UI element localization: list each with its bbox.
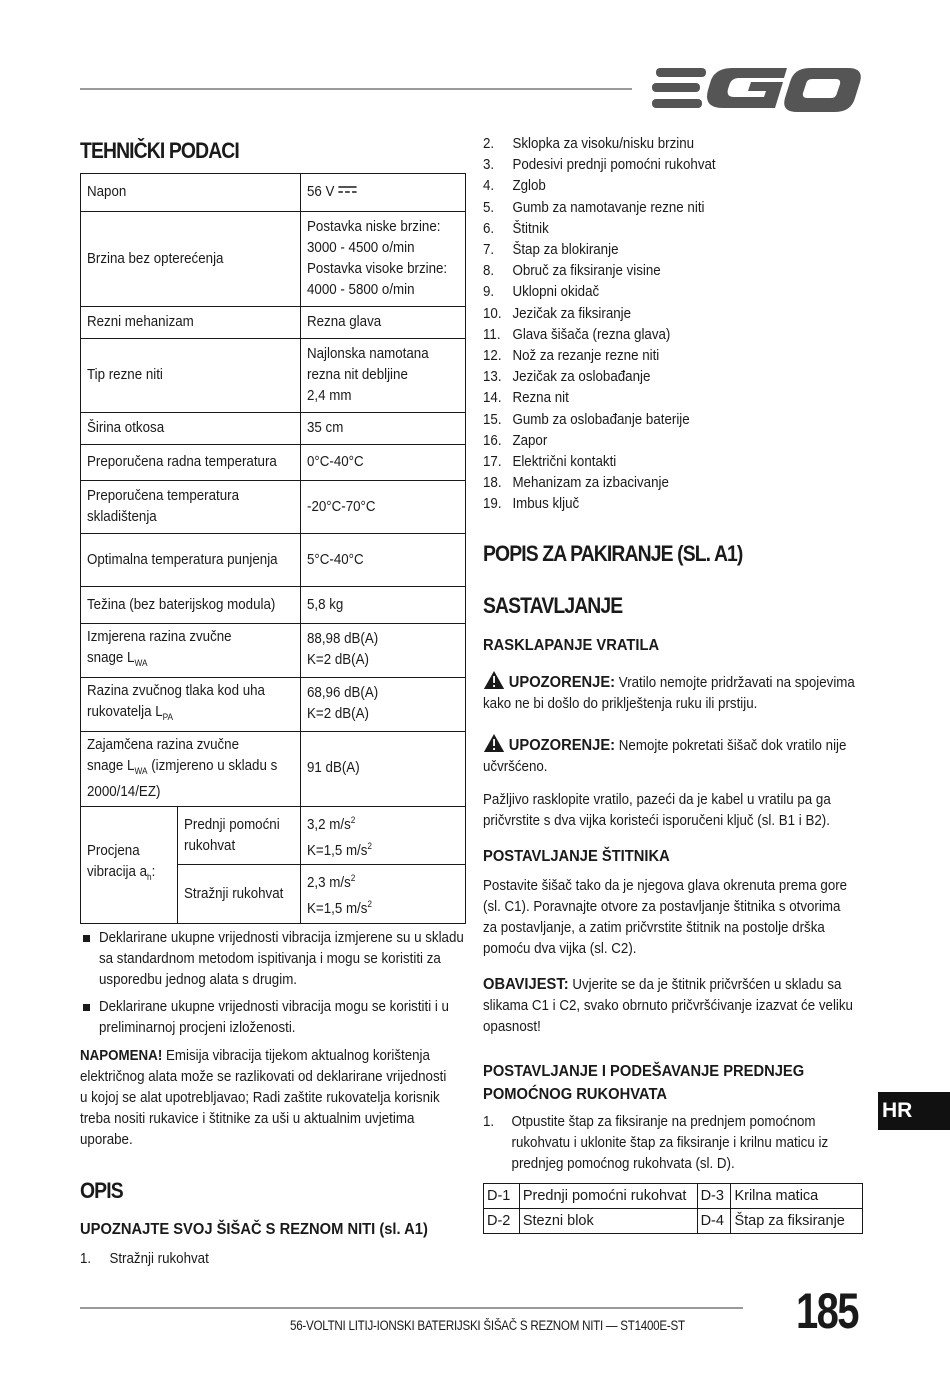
parts-list (483, 134, 736, 516)
table-cell: D-4 (697, 1209, 731, 1234)
table-cell: Prednji pomoćni rukohvat (519, 1184, 697, 1209)
spec-label: Preporučena temperatura skladištenja (81, 481, 301, 534)
upoznajte-title: UPOZNAJTE SVOJ ŠIŠAČ S REZNOM NITI (sl. A1) (80, 1221, 428, 1238)
spec-sublabel: Prednji pomoćni rukohvat (178, 806, 301, 865)
stitnik-title: POSTAVLJANJE ŠTITNIKA (483, 848, 670, 865)
spec-value: -20°C-70°C (307, 498, 376, 515)
table-cell: Štap za fiksiranje (731, 1209, 863, 1234)
list-item: 11. Glava šišača (rezna glava) (483, 326, 671, 343)
obavijest-paragraph: OBAVIJEST: Uvjerite se da je štitnik pričvršćen u skladu sa slikama C1 i C2, svako obrnuto pričvršćivanje izazvat će veliku opasnost! (483, 976, 853, 1035)
rasklapanje-title: RASKLAPANJE VRATILA (483, 637, 660, 654)
spec-label: Izmjerena razina zvučne snage $L_{WA}$ (81, 624, 301, 678)
spec-value: Postavka niske brzine: 3000 - 4500 o/min Postavka visoke brzine: 4000 - 5800 o/min (301, 212, 466, 307)
table-row (484, 1209, 863, 1234)
list-item: 16. Zapor (483, 432, 548, 449)
spec-label: Zajamčena razina zvučne snage $L_{WA}$ (izmjereno u skladu s 2000/14/EZ) (81, 731, 301, 806)
list-item: 2. Sklopka za visoku/nisku brzinu (483, 136, 695, 152)
stitnik-text: Postavite šišač tako da je njegova glava okrenuta prema gore (sl. C1). Poravnajte otvore za postavljanje štitnika s otvorima za postavljanje, a zatim pričvrstite štitnik na postolje drška pomoću dva vijka (sl. C2). (483, 878, 848, 957)
spec-value: 88,98 dB(A) K=2 dB(A) (301, 624, 466, 678)
list-item: 19. Imbus ključ (483, 496, 580, 513)
list-item: 12. Nož za rezanje rezne niti (483, 348, 660, 365)
list-item: 3. Podesivi prednji pomoćni rukohvat (483, 157, 716, 174)
popis-title: POPIS ZA PAKIRANJE (SL. A1) (483, 541, 743, 566)
bullet-item: Deklarirane ukupne vrijednosti vibracija izmjerene su u skladu sa standardnom metodom ispitivanja i mogu se koristiti za usporedbu jednog alata s drugim. (80, 928, 464, 991)
prednji-title: POSTAVLJANJE I PODEŠAVANJE PREDNJEG POMOĆNOG RUKOHVATA (483, 1063, 805, 1103)
list-item: 14. Rezna nit (483, 390, 569, 407)
table-cell: Stezni blok (519, 1209, 697, 1234)
dc-symbol-icon (338, 185, 356, 195)
square-bullet-icon (83, 1004, 90, 1011)
opis-title: OPIS (80, 1178, 123, 1203)
spec-label: Težina (bez baterijskog modula) (87, 596, 276, 613)
bullet-item: Deklarirane ukupne vrijednosti vibracija mogu se koristiti i u preliminarnoj procjeni izloženosti. (80, 997, 464, 1039)
footer-text: 56-VOLTNI LITIJ-IONSKI BATERIJSKI ŠIŠAČ S REZNOM NITI — ST1400E-ST (290, 1318, 685, 1333)
spec-value: 68,96 dB(A) K=2 dB(A) (301, 677, 466, 731)
spec-value: 5°C-40°C (307, 551, 364, 568)
header-rule (80, 88, 632, 90)
table-row (484, 1184, 863, 1209)
spec-label: Preporučena radna temperatura (87, 454, 277, 470)
spec-label: Brzina bez opterećenja (87, 250, 224, 267)
warning-icon (483, 733, 505, 753)
table-cell: D-1 (484, 1184, 520, 1209)
spec-label: Širina otkosa (87, 420, 165, 436)
list-item: 17. Električni kontakti (483, 454, 617, 471)
parts-list-start (80, 1249, 220, 1270)
spec-label: Rezni mehanizam (87, 314, 194, 330)
spec-value: 3,2 $m/s^2$ K=1,5 $m/s^2$ (301, 806, 466, 865)
footer-rule (80, 1307, 743, 1309)
list-item: 6. Štitnik (483, 220, 549, 237)
spec-label: Razina zvučnog tlaka kod uha rukovatelja $L_{PA}$ (81, 677, 301, 731)
spec-value: 35 cm (307, 420, 344, 436)
ego-logo (652, 64, 862, 112)
spec-label: Napon (87, 184, 127, 200)
language-badge: HR (878, 1092, 950, 1130)
list-item: 8. Obruč za fiksiranje visine (483, 263, 661, 280)
rasklapanje-text: Pažljivo rasklopite vratilo, pazeći da je kabel u vratilu pa ga pričvrstite s dva vijka koristeći isporučeni ključ (sl. B1 i B2). (483, 792, 831, 829)
sastavljanje-title: SASTAVLJANJE (483, 593, 623, 618)
list-item: 1. Stražnji rukohvat (80, 1251, 209, 1267)
spec-value: 91 dB(A) (307, 760, 360, 777)
table-cell: D-2 (484, 1209, 520, 1234)
page-number: 185 (796, 1283, 858, 1339)
spec-sublabel: Stražnji rukohvat (184, 885, 284, 902)
list-item: 10. Jezičak za fiksiranje (483, 305, 632, 322)
spec-table (80, 173, 466, 924)
square-bullet-icon (83, 935, 90, 942)
list-item: 9. Uklopni okidač (483, 284, 600, 301)
list-item: 4. Zglob (483, 178, 546, 195)
list-item: 18. Mehanizam za izbacivanje (483, 475, 669, 492)
spec-label: Tip rezne niti (87, 367, 163, 383)
spec-value: Najlonska namotana rezna nit debljine 2,4 mm (301, 339, 466, 413)
spec-label: Optimalna temperatura punjenja (87, 551, 278, 568)
spec-value: Rezna glava (307, 314, 382, 330)
spec-value: 56 V (307, 182, 447, 203)
parts-d-table (483, 1183, 863, 1234)
list-item: 5. Gumb za namotavanje rezne niti (483, 199, 705, 216)
warning-paragraph: UPOZORENJE: Vratilo nemojte pridržavati na spojevima kako ne bi došlo do priklještenja ruku ili prstiju. (483, 670, 860, 715)
table-cell: Krilna matica (731, 1184, 863, 1209)
tech-title: TEHNIČKI PODACI (80, 138, 239, 163)
step-item: 1. Otpustite štap za fiksiranje na prednjem pomoćnom rukohvatu i uklonite štap za fiksiranje i krilnu maticu iz prednjeg pomoćnog rukohvata (sl. D). (483, 1114, 829, 1172)
spec-value: 5,8 kg (307, 596, 344, 613)
spec-value: 0°C-40°C (307, 454, 364, 470)
list-item: 13. Jezičak za oslobađanje (483, 369, 651, 386)
warning-icon (483, 670, 505, 690)
list-item: 7. Štap za blokiranje (483, 242, 619, 259)
note-paragraph: NAPOMENA! Emisija vibracija tijekom aktualnog korištenja električnog alata može se razlikovati od deklarirane vrijednosti u kojoj se alat upotrebljavao; Radi zaštite rukovatelja korisnik treba nositi rukavice i štitnike za uši u aktualnim uvjetima uporabe. (80, 1048, 447, 1148)
table-cell: D-3 (697, 1184, 731, 1209)
spec-value: 2,3 $m/s^2$ K=1,5 $m/s^2$ (301, 865, 466, 924)
spec-label: Procjena vibracija $a_h$: (81, 806, 178, 923)
list-item: 15. Gumb za oslobađanje baterije (483, 411, 690, 428)
warning-paragraph: UPOZORENJE: Nemojte pokretati šišač dok vratilo nije učvršćeno. (483, 733, 860, 778)
